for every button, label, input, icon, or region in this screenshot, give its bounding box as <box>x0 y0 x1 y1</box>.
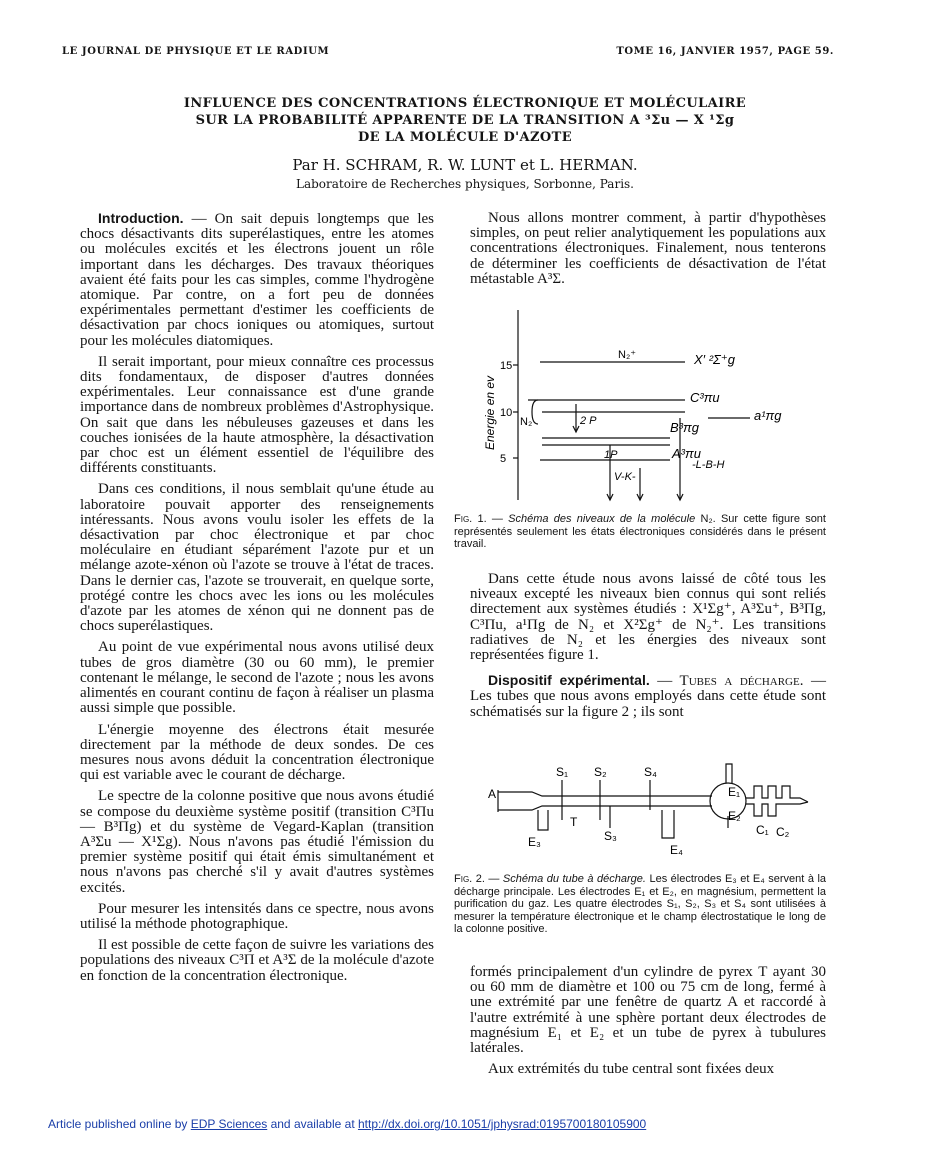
a3sigma-label: A³πu <box>672 446 701 461</box>
paragraph: Aux extrémités du tube central sont fixées deux <box>488 1061 775 1078</box>
running-head-left: LE JOURNAL DE PHYSIQUE ET LE RADIUM <box>62 46 330 57</box>
vegard-kaplan-label: V-K- <box>614 471 636 483</box>
paragraph: Dans cette étude nous avons laissé de côté tous les niveaux excepté les niveaux bien connus qui sont reliés directement aux systèmes étudiés : X¹Σg⁺, A³Σu⁺, B³Πg, C³Πu, a¹Πg de N₂ et X²Σg⁺ de N₂⁺. Les transitions radiatives de N₂ et les énergies des niveaux sont représentées figure 1. <box>470 571 826 664</box>
article-title-line-1: INFLUENCE DES CONCENTRATIONS ÉLECTRONIQUE ET MOLÉCULAIRE <box>183 96 747 111</box>
right-column-intro <box>470 211 826 293</box>
electrode-label: E₃ <box>528 835 541 849</box>
left-column <box>80 211 434 990</box>
right-column-continuation <box>470 965 826 1083</box>
paragraph: formés principalement d'un cylindre de pyrex T ayant 30 ou 60 mm de diamètre et 100 ou 75 cm de long, fermé à une extrémité par une fenêtre de quartz A et raccordé à l'autre extrémité à une sphère portant deux électrodes de magnésium E₁ et E₂ et un tube de pyrex à tubulures latérales. <box>470 964 826 1057</box>
x2sigma-label: X′ ²Σ⁺g <box>694 352 735 367</box>
article-title-line-2: SUR LA PROBABILITÉ APPARENTE DE LA TRANSITION A ³Σu — X ¹Σg <box>195 113 735 128</box>
tick-label: 10 <box>500 407 513 419</box>
discharge-tube-diagram <box>482 760 822 865</box>
probe-label: S₁ <box>556 765 569 779</box>
paragraph: Au point de vue expérimental nous avons utilisé deux tubes de gros diamètre (30 ou 60 mm), le premier contenant le mélange, le second de l'azote ; nous les avons alimentés en courant continu de façon à réaliser un plasma aussi simple que possible. <box>80 639 434 717</box>
electrode-label: E₄ <box>670 843 683 857</box>
n2-label: N₂ <box>520 416 533 428</box>
doi-link[interactable]: http://dx.doi.org/10.1051/jphysrad:0195700180105900 <box>357 1117 647 1131</box>
paragraph: L'énergie moyenne des électrons était mesurée directement par la méthode de deux sondes. De ces mesures nous avons déduit la concentration électronique qui est variable avec le courant de décharge. <box>80 721 434 784</box>
probe-label: S₄ <box>644 765 657 779</box>
electrode-label: E₂ <box>728 809 741 823</box>
lbh-label: -L-B-H <box>692 459 725 471</box>
paragraph: Pour mesurer les intensités dans ce spectre, nous avons utilisé la méthode photographique. <box>80 900 434 932</box>
b3pi-label: B³πg <box>670 420 699 435</box>
publisher-link[interactable]: EDP Sciences <box>190 1117 268 1131</box>
paragraph: — Les tubes que nous avons employés dans cette étude sont schématisés sur la figure 2 ; ils sont <box>470 673 827 720</box>
paragraph: Nous allons montrer comment, à partir d'hypothèses simples, on peut relier analytiquement les populations aux concentrations électroniques. Finalement, nous tenterons de déterminer les coefficients de désactivation de l'état métastable A³Σ. <box>470 210 826 287</box>
affiliation: Laboratoire de Recherches physiques, Sorbonne, Paris. <box>296 177 634 191</box>
quartz-window-label: A <box>488 787 497 801</box>
paragraph: Dans ces conditions, il nous semblait qu'une étude au laboratoire pouvait apporter des renseignements intéressants. Nous avons voulu isoler les effets de la désactivation par choc électronique et par choc moléculaire en étudiant séparément l'azote pur et un mélange azote-xénon où l'azote se trouve à l'état de traces. Dans le dernier cas, l'azote se trouverait, en quelque sorte, protégé contre les chocs avec les ions ou les molécules d'azote par les atomes de xénon qui ne donnent pas de chocs superélastiques. <box>80 481 434 635</box>
publication-footer: Article published online by EDP Sciences and available at http://dx.doi.org/10.1051/jphysrad:0195700180105900 <box>48 1117 647 1131</box>
section-heading-introduction: Introduction. <box>98 210 184 226</box>
tube-label: T <box>570 815 578 829</box>
right-column-body <box>470 572 826 726</box>
authors: Par H. SCHRAM, R. W. LUNT et L. HERMAN. <box>292 156 638 174</box>
tick-label: 15 <box>500 360 513 372</box>
figure-2-caption: Fig. 2. — Schéma du tube à décharge. Les électrodes E₃ et E₄ servent à la décharge principale. Les électrodes E₁ et E₂, en magnésium, permettent la purification du gaz. Les quatre électrodes S₁, S₂, S₃ et S₄ sont utilisées à mesurer la température électronique et le champ électrostatique le long de la colonne positive. <box>454 873 827 935</box>
probe-label: S₂ <box>594 765 607 779</box>
a1pi-label: a¹πg <box>754 408 782 423</box>
tick-label: 5 <box>500 453 507 465</box>
paragraph: Il est possible de cette façon de suivre les variations des populations des niveaux C³Π et A³Σ de la molécule d'azote en fonction de la concentration électronique. <box>80 937 434 984</box>
figure-1-caption: Fig. 1. — Schéma des niveaux de la molécule N₂. Sur cette figure sont représentés seulement les états électroniques considérés dans le présent travail. <box>454 513 826 550</box>
section-heading-dispositif: Dispositif expérimental. <box>488 672 650 689</box>
y-axis-label: Energie en ev <box>483 375 497 450</box>
second-positive-label: 2 P <box>580 415 597 427</box>
side-tube-label: C₂ <box>776 825 790 839</box>
article-title-line-3: DE LA MOLÉCULE D'AZOTE <box>357 130 573 145</box>
side-tube-label: C₁ <box>756 823 769 837</box>
first-positive-label: 1P <box>604 449 618 461</box>
electrode-label: E₁ <box>728 785 741 799</box>
paragraph: — On sait depuis longtemps que les chocs désactivants dits superélastiques, entre les atomes ou molécules excités et les électrons jouent un rôle important dans les décharges. Des travaux théoriques avaient été faits pour les cas simples, comme l'hydrogène atomique. Par contre, on a fort peu de données expérimentales permettant d'estimer les coefficients de désactivation par chocs ioniques ou atomiques, surtout pour les molécules diatomiques. <box>80 211 434 349</box>
running-head-right: TOME 16, JANVIER 1957, PAGE 59. <box>616 46 834 57</box>
energy-level-diagram <box>480 300 820 510</box>
n2-ion-label: N₂⁺ <box>618 349 637 361</box>
paragraph: Le spectre de la colonne positive que nous avons étudié se compose du deuxième système positif (transition C³Πu — B³Πg) et du système de Vegard-Kaplan (transition A³Σu — X¹Σg). Nous n'avons pas étudié l'émission du premier système positif qui était émis simultanément et nous n'avons pas cherché s'il y avait d'autres systèmes excités. <box>80 788 434 896</box>
probe-label: S₃ <box>604 829 617 843</box>
paragraph: Il serait important, pour mieux connaître ces processus dits fondamentaux, de disposer d'autres données expérimentales. Leur connaissance est d'une grande importance dans de nombreux problèmes d'Astrophysique. On sait que dans les nébuleuses gazeuses et dans les couches ionisées de la haute atmosphère, la désactivation par choc est un élément essentiel de l'équilibre des différents constituants. <box>80 353 434 477</box>
subsection-heading: — Tubes a décharge. <box>657 673 804 690</box>
c3pi-label: C³πu <box>690 390 720 405</box>
